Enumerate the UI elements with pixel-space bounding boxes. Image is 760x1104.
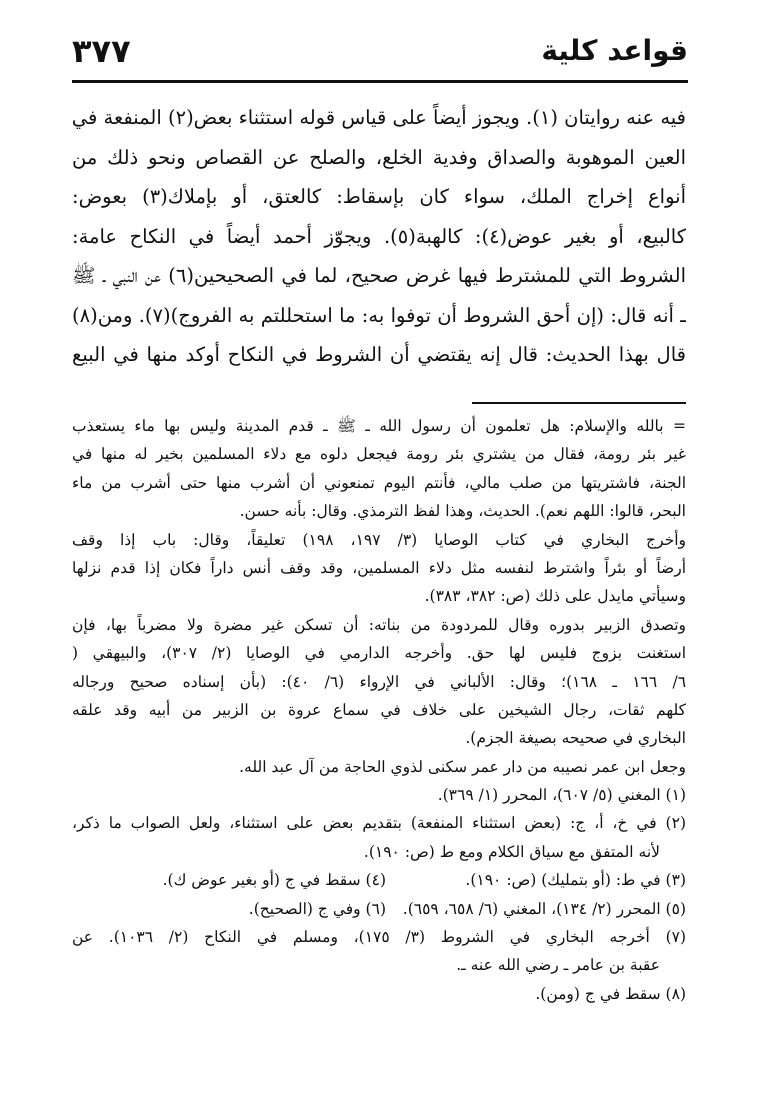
main-line: الشروط التي للمشترط فيها غرض صحيح، لما في الصحيحين(٦) عن النبي ـ ﷺ [72,264,686,287]
footnote-line: وسيأتي مايدل على ذلك (ص: ٣٨٢، ٣٨٣). [424,587,686,606]
footnote-8: (٨) سقط في ج (ومن). [535,984,686,1003]
footnote-line: أرضاً أو بئراً واشترط لنفسه مثل دلاء المسلمين، وقد وقف أنس داراً فكان إذا قدم نزلها [72,558,686,577]
footnote-2-continued: لأنه المتفق مع سياق الكلام ومع ط (ص: ١٩٠). [363,842,660,861]
footnote-line: البحر، قالوا: اللهم نعم). الحديث، وهذا لفظ الترمذي. وقال: بأنه حسن. [239,502,686,521]
page-header [72,30,688,83]
footnote-line: = بالله والإسلام: هل تعلمون أن رسول الله ـ ﷺ ـ قدم المدينة وليس بها ماء يستعذب [72,417,686,435]
footnote-1: (١) المغني (٥/ ٦٠٧)، المحرر (١/ ٣٦٩). [437,786,686,805]
footnote-line: استغنت بزوج فليس لها حق. وأخرجه الدارمي في الوصايا (٢/ ٣٠٧)، والبيهقي ( [72,644,686,663]
main-text [72,98,686,375]
footnote-2: (٢) في خ، أ، ج: (بعض استثناء المنفعة) بتقديم بعض على استثناء، ولعل الصواب ما ذكر، [72,814,686,833]
footnote-line: كلهم ثقات، رجال الشيخين على خلاف في سماع عروة بن الزبير من أبيه وقد علقه [72,700,686,719]
footnote-5: (٥) المحرر (٢/ ١٣٤)، المغني (٦/ ٦٥٨، ٦٥٩). [402,899,686,918]
footnote-line: ٦/ ١٦٦ ـ ١٦٨)؛ وقال: الألباني في الإرواء (٦/ ٤٠): (بأن إسناده صحيح ورجاله [72,672,686,691]
footnote-line: الجنة، فاشتريتها من صلب مالي، فأنتم اليوم تمنعوني أن أشرب منها حتى أشرب من ماء [72,473,686,492]
footnote-3: (٣) في ط: (أو بتمليك) (ص: ١٩٠). [465,871,686,890]
footnote-line: البخاري في صحيحه بصيغة الجزم). [465,729,686,748]
main-line: قال بهذا الحديث: قال إنه يقتضي أن الشروط في النكاح أوكد منها في البيع [72,343,686,366]
footnote-6: (٦) وفي ج (الصحيح). [248,899,386,918]
footnotes [72,412,686,1008]
main-line: فيه عنه روايتان (١). ويجوز أيضاً على قياس قوله استثناء بعض(٢) المنفعة في [72,106,686,129]
footnote-line: غير بئر رومة، فقال من يشتري بئر رومة فيجعل دلوه مع دلاء المسلمين بخير له منها في [72,445,686,464]
footnote-line: وتصدق الزبير بدوره وقال للمردودة من بناته: أن تسكن غير مضرة ولا مضرباً بها، فإن [72,615,686,634]
footnote-7: (٧) أخرجه البخاري في الشروط (٣/ ١٧٥)، ومسلم في النكاح (٢/ ١٠٣٦). عن [72,928,686,947]
main-line: كالبيع، أو بغير عوض(٤): كالهبة(٥). ويجوّز أحمد أيضاً في النكاح عامة: [72,224,686,248]
footnote-4: (٤) سقط في ج (أو بغير عوض ك). [162,871,386,890]
footnote-line: وأخرج البخاري في كتاب الوصايا (٣/ ١٩٧، ١٩٨) تعليقاً، وقال: باب إذا وقف [72,530,686,549]
footnote-pair-5-6 [72,895,686,923]
page-number: ٣٧٧ [72,32,131,70]
main-line: العين الموهوبة والصداق وفدية الخلع، والصلح عن القصاص ونحو ذلك من [72,145,686,169]
footnote-7-continued: عقبة بن عامر ـ رضي الله عنه ـ. [456,956,660,975]
footnote-pair-3-4 [72,866,686,894]
main-line: أنواع إخراج الملك، سواء كان بإسقاط: كالعتق، أو بإملاك(٣) بعوض: [72,185,686,208]
footnote-separator [472,402,686,404]
main-line: ـ أنه قال: (إن أحق الشروط أن توفوا به: ما استحللتم به الفروج)(٧). ومن(٨) [72,303,686,327]
running-title: قواعد كلية [541,34,688,67]
footnote-line: وجعل ابن عمر نصيبه من دار عمر سكنى لذوي الحاجة من آل عبد الله. [239,757,686,776]
